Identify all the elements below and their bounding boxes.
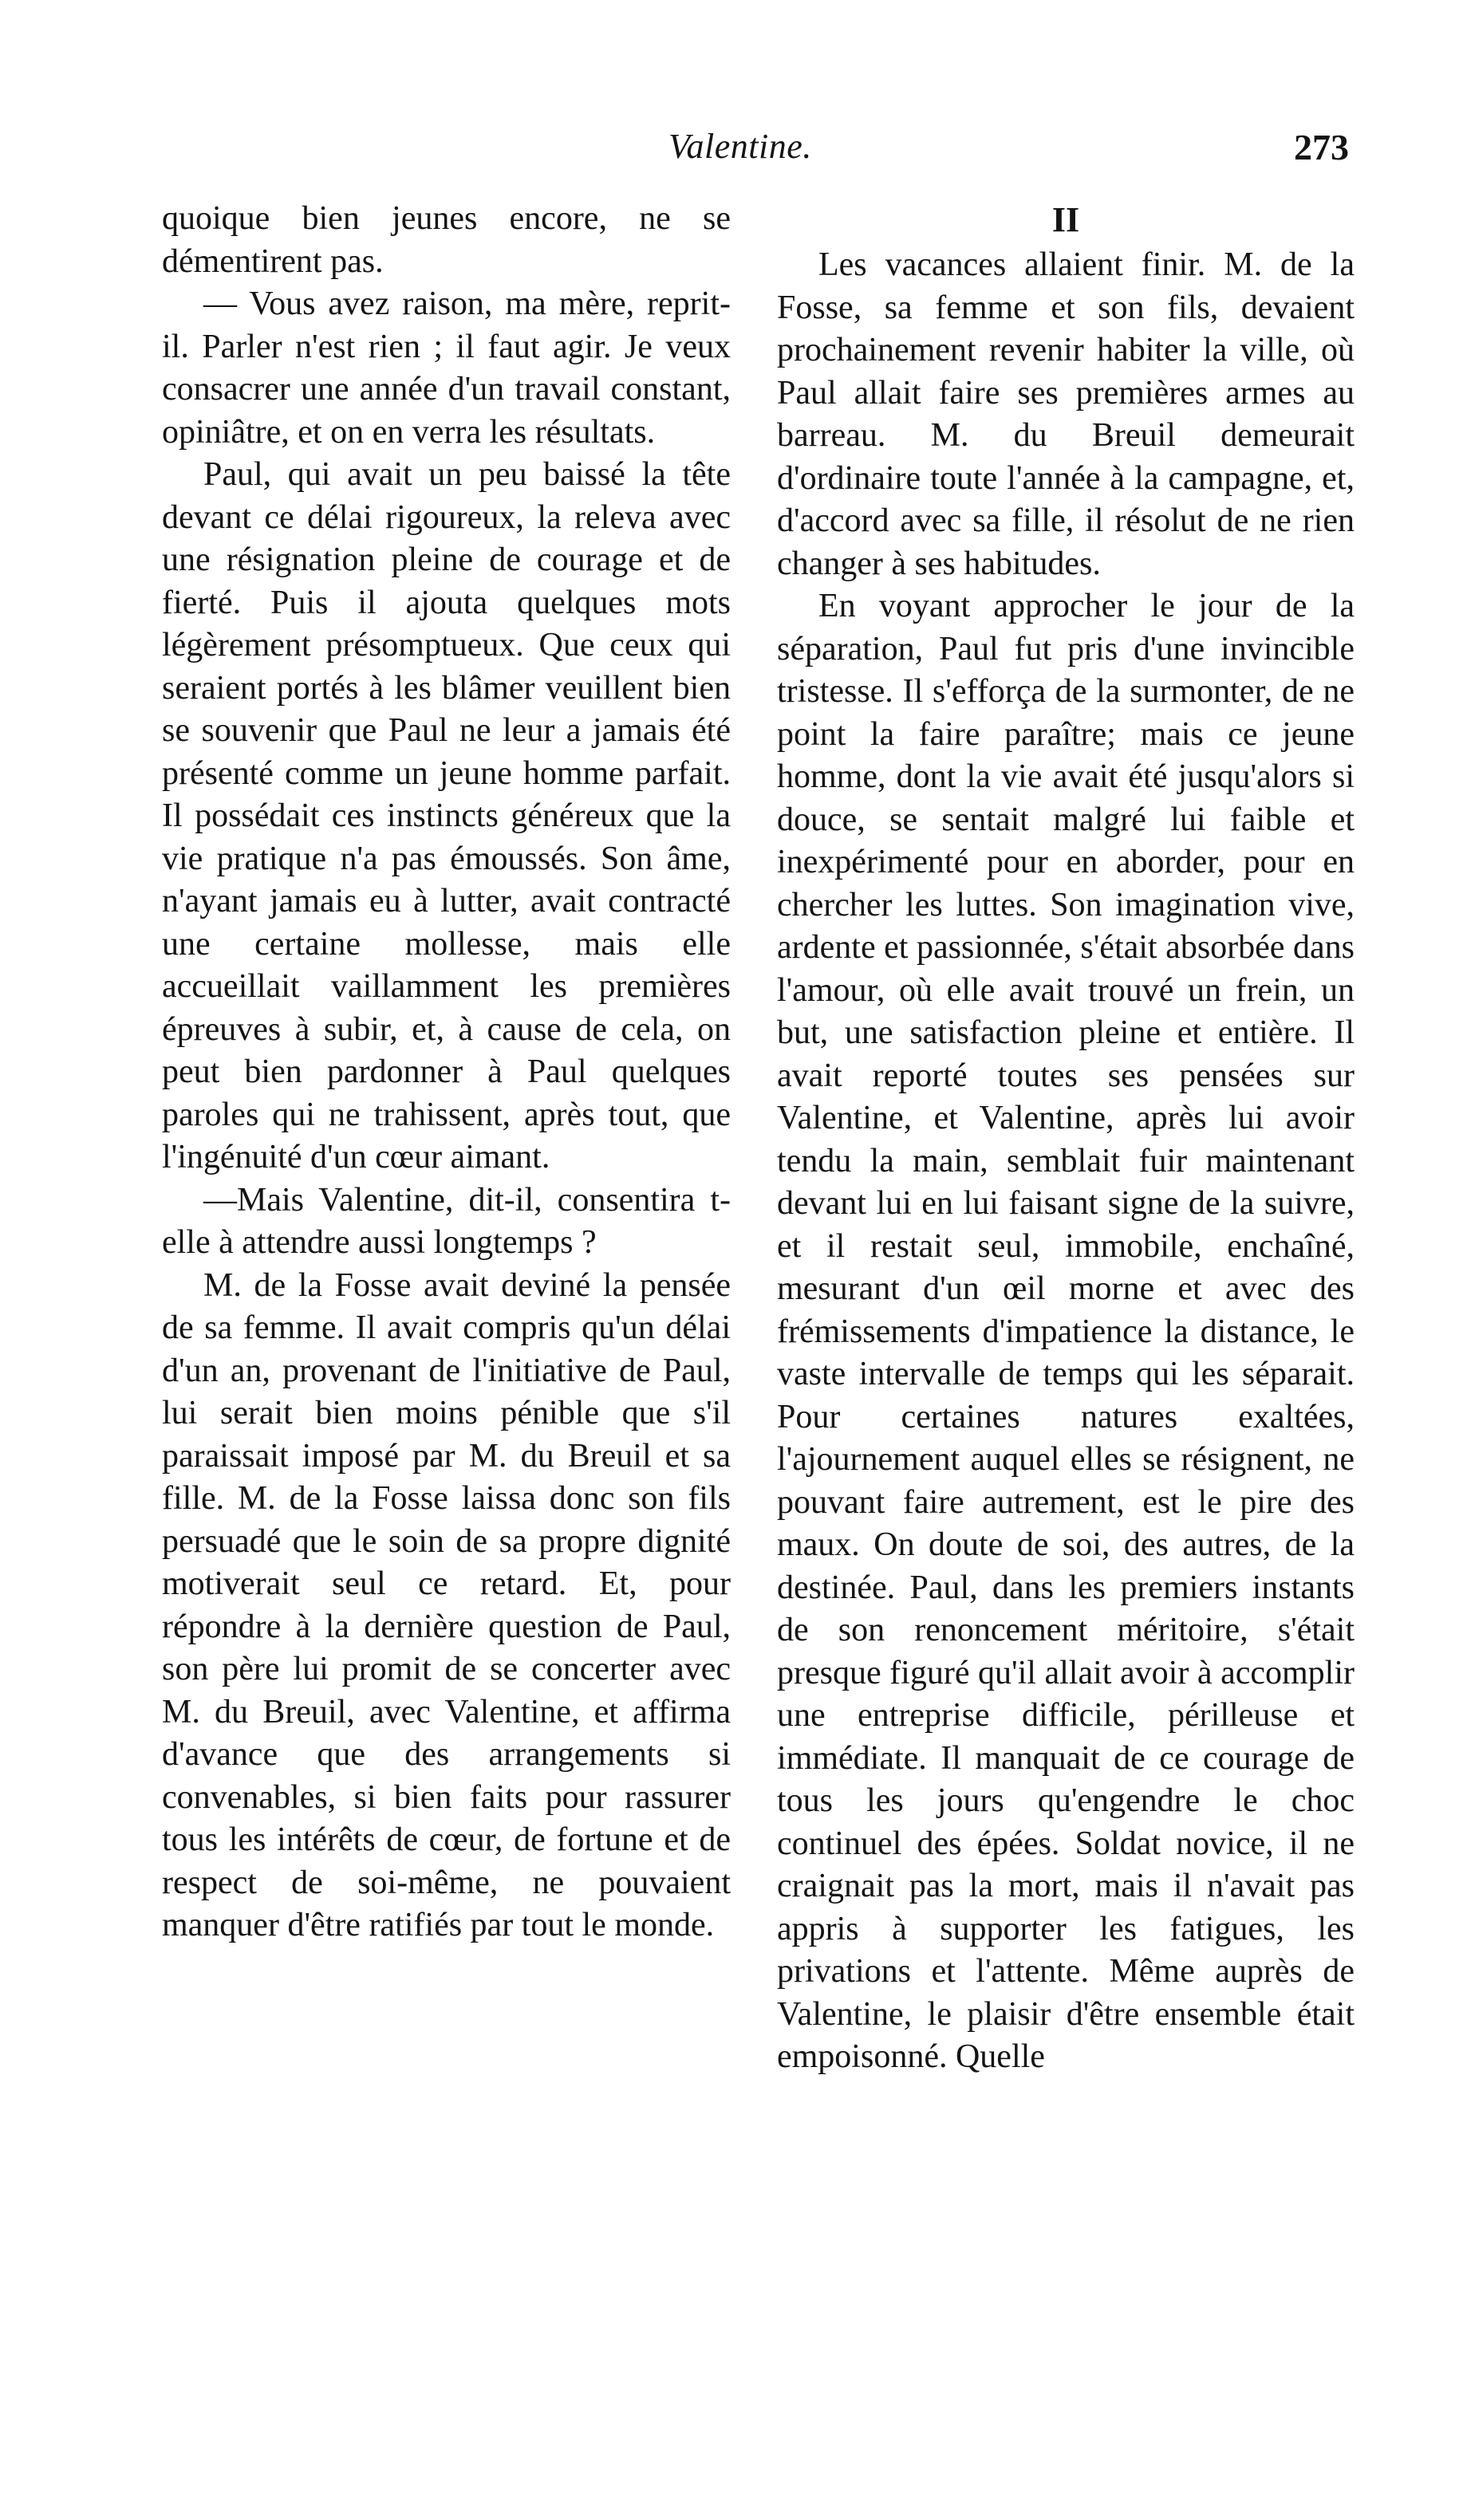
paragraph: — Vous avez raison, ma mère, reprit-il. Parler n'est rien ; il faut agir. Je veux consacrer une année d'un travail constant, opiniâtre, et on en verra les résultats.: [162, 285, 731, 451]
page-number: 273: [1294, 127, 1349, 167]
paragraph: En voyant approcher le jour de la séparation, Paul fut pris d'une invincible tristesse. Il s'efforça de la surmonter, de ne point la faire paraître; mais ce jeune homme, dont la vie avait été jusqu'alors si douce, se sentait malgré lui faible et inexpérimenté pour en aborder, pour en chercher les luttes. Son imagination vive, ardente et passionnée, s'était absorbée dans l'amour, où elle avait trouvé un frein, un but, une satisfaction pleine et entière. Il avait reporté toutes ses pensées sur Valentine, et Valentine, après lui avoir tendu la main, semblait fuir maintenant devant lui en lui faisant signe de la suivre, et il restait seul, immobile, enchaîné, mesurant d'un œil morne et avec des frémissements d'impatience la distance, le vaste intervalle de temps qui les séparait. Pour certaines natures exaltées, l'ajournement auquel elles se résignent, ne pouvant faire autrement, est le pire des maux. On doute de soi, des autres, de la destinée. Paul, dans les premiers instants de son renoncement méritoire, s'était presque figuré qu'il allait avoir à accomplir une entreprise difficile, périlleuse et immédiate. Il manquait de ce courage de tous les jours qu'engendre le choc continuel des épées. Soldat novice, il ne craignait pas la mort, mais il n'avait pas appris à supporter les fatigues, les privations et l'attente. Même auprès de Valentine, le plaisir d'être ensemble était empoisonné. Quelle: [777, 588, 1355, 2075]
paragraph: Les vacances allaient finir. M. de la Fosse, sa femme et son fils, devaient prochainement revenir habiter la ville, où Paul allait faire ses premières armes au barreau. M. du Breuil demeurait d'ordinaire toute l'année à la campagne, et, d'accord avec sa fille, il résolut de ne rien changer à ses habitudes.: [777, 246, 1355, 582]
page-header: [0, 120, 1467, 175]
section-heading: II: [1051, 200, 1080, 239]
paragraph: Paul, qui avait un peu baissé la tête devant ce délai rigoureux, la releva avec une résignation pleine de courage et de fierté. Puis il ajouta quelques mots légèrement présomptueux. Que ceux qui seraient portés à les blâmer veuillent bien se souvenir que Paul ne leur a jamais été présenté comme un jeune homme parfait. Il possédait ces instincts généreux que la vie pratique n'a pas émoussés. Son âme, n'ayant jamais eu à lutter, avait contracté une certaine mollesse, mais elle accueillait vaillamment les premières épreuves à subir, et, à cause de cela, on peut bien pardonner à Paul quelques paroles qui ne trahissent, après tout, que l'ingénuité d'un cœur aimant.: [162, 456, 731, 1175]
running-title: Valentine.: [668, 127, 812, 166]
paragraph: M. de la Fosse avait deviné la pensée de sa femme. Il avait compris qu'un délai d'un an, provenant de l'initiative de Paul, lui serait bien moins pénible que s'il paraissait imposé par M. du Breuil et sa fille. M. de la Fosse laissa donc son fils persuadé que le soin de sa propre dignité motiverait seul ce retard. Et, pour répondre à la dernière question de Paul, son père lui promit de se concerter avec M. du Breuil, avec Valentine, et affirma d'avance que des arrangements si convenables, si bien faits pour rassurer tous les intérêts de cœur, de fortune et de respect de soi-même, ne pouvaient manquer d'être ratifiés par tout le monde.: [162, 1266, 731, 1943]
right-column: [777, 198, 1355, 2079]
left-column: [162, 198, 731, 1947]
paragraph: quoique bien jeunes encore, ne se démentirent pas.: [162, 200, 731, 280]
paragraph: —Mais Valentine, dit-il, consentira t-elle à attendre aussi longtemps ?: [162, 1181, 731, 1261]
